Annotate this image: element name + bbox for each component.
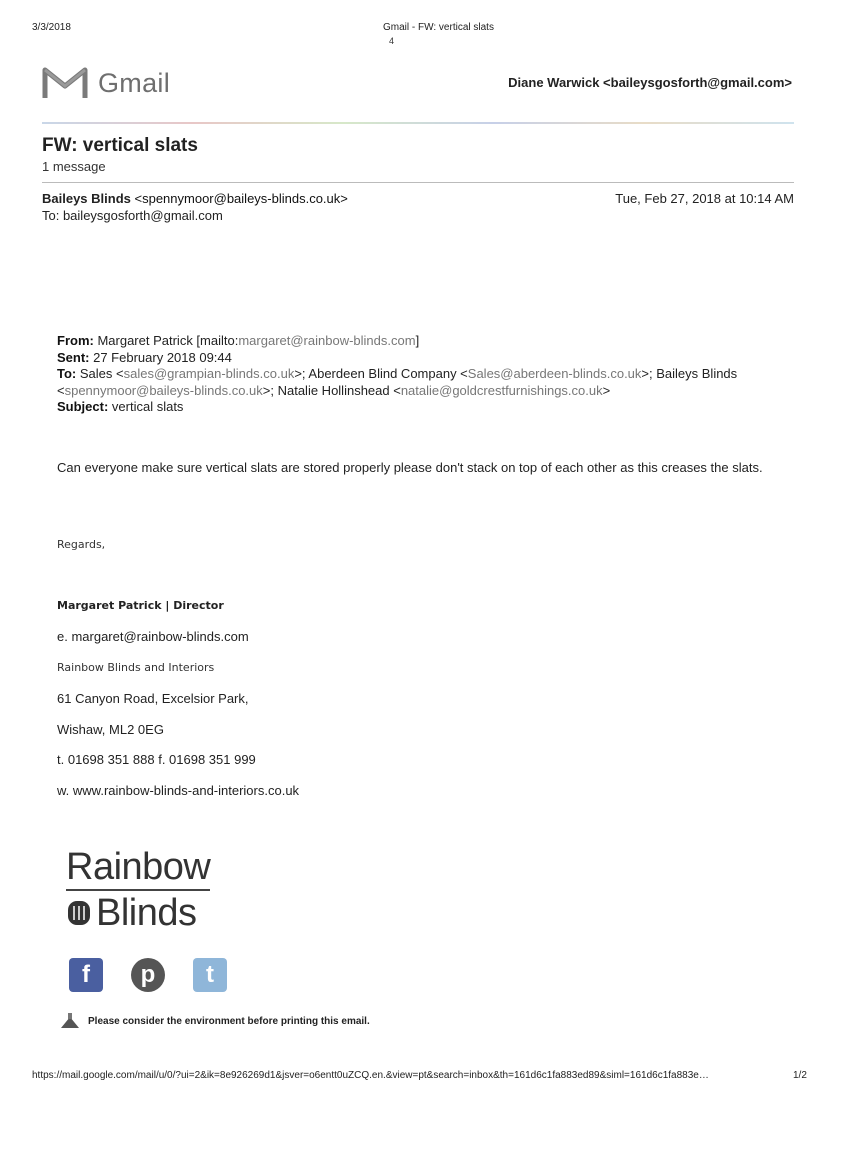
twitter-icon[interactable]: t bbox=[193, 958, 227, 992]
fw-from-label: From: bbox=[57, 333, 94, 348]
signature-name: Margaret Patrick | Director bbox=[57, 599, 224, 612]
fw-to-email-link[interactable]: sales@grampian-blinds.co.uk bbox=[123, 366, 295, 381]
fw-from-email-link[interactable]: margaret@rainbow-blinds.com bbox=[238, 333, 416, 348]
fw-from-close: ] bbox=[415, 333, 420, 348]
brand-line1: Rainbow bbox=[66, 847, 210, 891]
fw-subject-line bbox=[57, 399, 777, 416]
fw-to-text: >; Natalie Hollinshead < bbox=[262, 382, 401, 398]
gmail-logo[interactable] bbox=[42, 66, 170, 100]
fw-from-value: Margaret Patrick [mailto: bbox=[93, 333, 239, 348]
rainbow-blinds-logo bbox=[66, 847, 210, 933]
environment-note-text: Please consider the environment before printing this email. bbox=[88, 1015, 370, 1027]
gmail-logo-text: Gmail bbox=[98, 67, 171, 98]
signature-website[interactable]: w. www.rainbow-blinds-and-interiors.co.uk bbox=[57, 783, 300, 798]
fw-sent-label: Sent: bbox=[57, 349, 90, 365]
facebook-icon[interactable]: f bbox=[69, 958, 103, 992]
social-links bbox=[69, 958, 227, 992]
page-number: 1/2 bbox=[793, 1070, 807, 1081]
fw-sent-line bbox=[57, 350, 777, 367]
fw-subject-value: vertical slats bbox=[108, 399, 184, 414]
signature-email[interactable]: e. margaret@rainbow-blinds.com bbox=[57, 629, 249, 644]
pinterest-icon[interactable]: p bbox=[131, 958, 165, 992]
brand-line2: Blinds bbox=[96, 892, 197, 934]
sign-off: Regards, bbox=[57, 538, 106, 551]
message-count: 1 message bbox=[42, 159, 106, 174]
signature-address-line1: 61 Canyon Road, Excelsior Park, bbox=[57, 691, 249, 706]
fw-to-text: >; Baileys Blinds < bbox=[57, 366, 738, 398]
fw-subject-label: Subject: bbox=[57, 399, 109, 414]
print-date: 3/3/2018 bbox=[32, 22, 71, 33]
forwarded-header bbox=[57, 333, 777, 416]
brand-line2-row bbox=[66, 893, 210, 933]
environment-note bbox=[59, 1012, 370, 1030]
signature-company: Rainbow Blinds and Interiors bbox=[57, 661, 215, 674]
fw-to-email-link[interactable]: natalie@goldcrestfurnishings.co.uk bbox=[400, 382, 603, 398]
gmail-m-icon bbox=[42, 66, 88, 100]
fw-sent-value: 27 February 2018 09:44 bbox=[89, 349, 232, 365]
fw-from-line bbox=[57, 333, 777, 350]
fw-to-text: > bbox=[602, 382, 611, 398]
account-name: Diane Warwick <baileysgosforth@gmail.com> bbox=[508, 75, 792, 90]
thread-divider bbox=[42, 182, 794, 183]
print-title: Gmail - FW: vertical slats bbox=[383, 22, 494, 33]
thread-subject: FW: vertical slats bbox=[42, 135, 198, 156]
fw-to-email-link[interactable]: Sales@aberdeen-blinds.co.uk bbox=[467, 366, 642, 381]
message-datetime: Tue, Feb 27, 2018 at 10:14 AM bbox=[615, 191, 794, 206]
signature-phone: t. 01698 351 888 f. 01698 351 999 bbox=[57, 752, 256, 767]
message-sender bbox=[42, 191, 348, 206]
fw-to-label: To: bbox=[57, 366, 77, 381]
handwritten-mark: 4 bbox=[389, 36, 395, 46]
environment-icon bbox=[59, 1012, 81, 1030]
sender-name: Baileys Blinds bbox=[42, 191, 131, 206]
fw-to-text: Sales < bbox=[76, 366, 124, 381]
fw-to-line bbox=[57, 366, 777, 399]
message-recipient: To: baileysgosforth@gmail.com bbox=[42, 208, 223, 223]
blind-icon bbox=[66, 898, 92, 928]
fw-to-email-link[interactable]: spennymoor@baileys-blinds.co.uk bbox=[64, 382, 263, 398]
sender-email: <spennymoor@baileys-blinds.co.uk> bbox=[134, 191, 348, 206]
header-divider bbox=[42, 122, 794, 124]
fw-to-text: >; Aberdeen Blind Company < bbox=[294, 366, 468, 381]
print-url: https://mail.google.com/mail/u/0/?ui=2&ik=8e926269d1&jsver=o6entt0uZCQ.en.&view=pt&search=inbox&th=161d6c1fa883ed89&siml=161d6c1fa883e… bbox=[32, 1070, 709, 1081]
message-body: Can everyone make sure vertical slats are stored properly please don't stack on top of each other as this creases the slats. bbox=[57, 460, 763, 475]
signature-address-line2: Wishaw, ML2 0EG bbox=[57, 722, 164, 737]
